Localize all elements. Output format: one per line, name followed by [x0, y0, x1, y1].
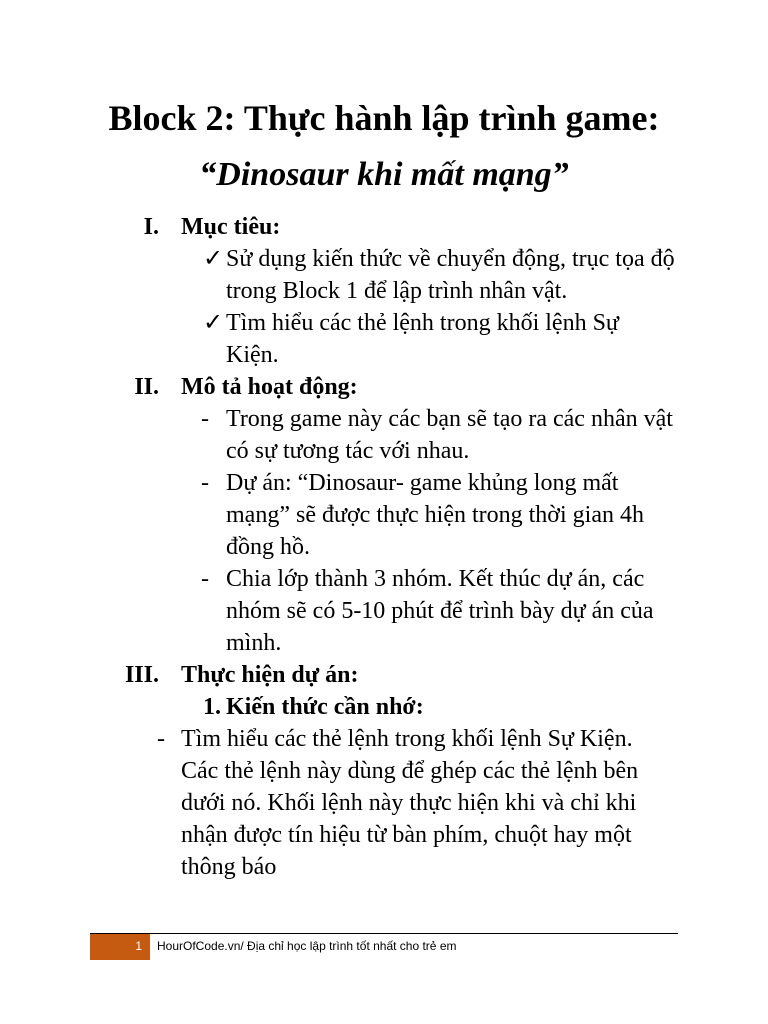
dash-bullet: -	[201, 470, 209, 496]
checkmark-icon: ✓	[203, 310, 224, 336]
dash-bullet: -	[157, 726, 165, 752]
footer-divider	[90, 933, 678, 934]
dash-bullet: -	[201, 406, 209, 432]
document-subtitle: “Dinosaur khi mất mạng”	[199, 156, 569, 193]
section-numeral: I.	[143, 214, 159, 240]
footer-text: HourOfCode.vn/ Địa chỉ học lập trình tốt nhất cho trẻ em	[157, 939, 457, 953]
list-item: Tìm hiểu các thẻ lệnh trong khối lệnh Sự Kiện.	[226, 310, 619, 368]
page-number: 1	[135, 939, 142, 953]
list-item: Sử dụng kiến thức về chuyển động, trục tọa độ trong Block 1 để lập trình nhân vật.	[226, 246, 675, 304]
dash-bullet: -	[201, 566, 209, 592]
footer-page-box	[90, 934, 150, 960]
document-title: Block 2: Thực hành lập trình game:	[108, 98, 660, 138]
list-item: Trong game này các bạn sẽ tạo ra các nhân vật có sự tương tác với nhau.	[226, 406, 673, 464]
subheading-number: 1.	[203, 694, 221, 720]
subheading: Kiến thức cần nhớ:	[226, 694, 424, 720]
section-numeral: II.	[134, 374, 159, 400]
section-heading: Mục tiêu:	[181, 214, 281, 240]
checkmark-icon: ✓	[203, 246, 224, 272]
section-heading: Mô tả hoạt động:	[181, 374, 358, 400]
list-item: Chia lớp thành 3 nhóm. Kết thúc dự án, các nhóm sẽ có 5-10 phút để trình bày dự án của mình.	[226, 566, 654, 656]
section-numeral: III.	[124, 662, 159, 688]
list-item: Tìm hiểu các thẻ lệnh trong khối lệnh Sự Kiện. Các thẻ lệnh này dùng để ghép các thẻ lệnh bên dưới nó. Khối lệnh này thực hiện khi và chỉ khi nhận được tín hiệu từ bàn phím, chuột hay một thông báo	[181, 726, 639, 880]
list-item: Dự án: “Dinosaur- game khủng long mất mạng” sẽ được thực hiện trong thời gian 4h đồng hồ.	[226, 470, 644, 560]
section-heading: Thực hiện dự án:	[181, 662, 359, 688]
